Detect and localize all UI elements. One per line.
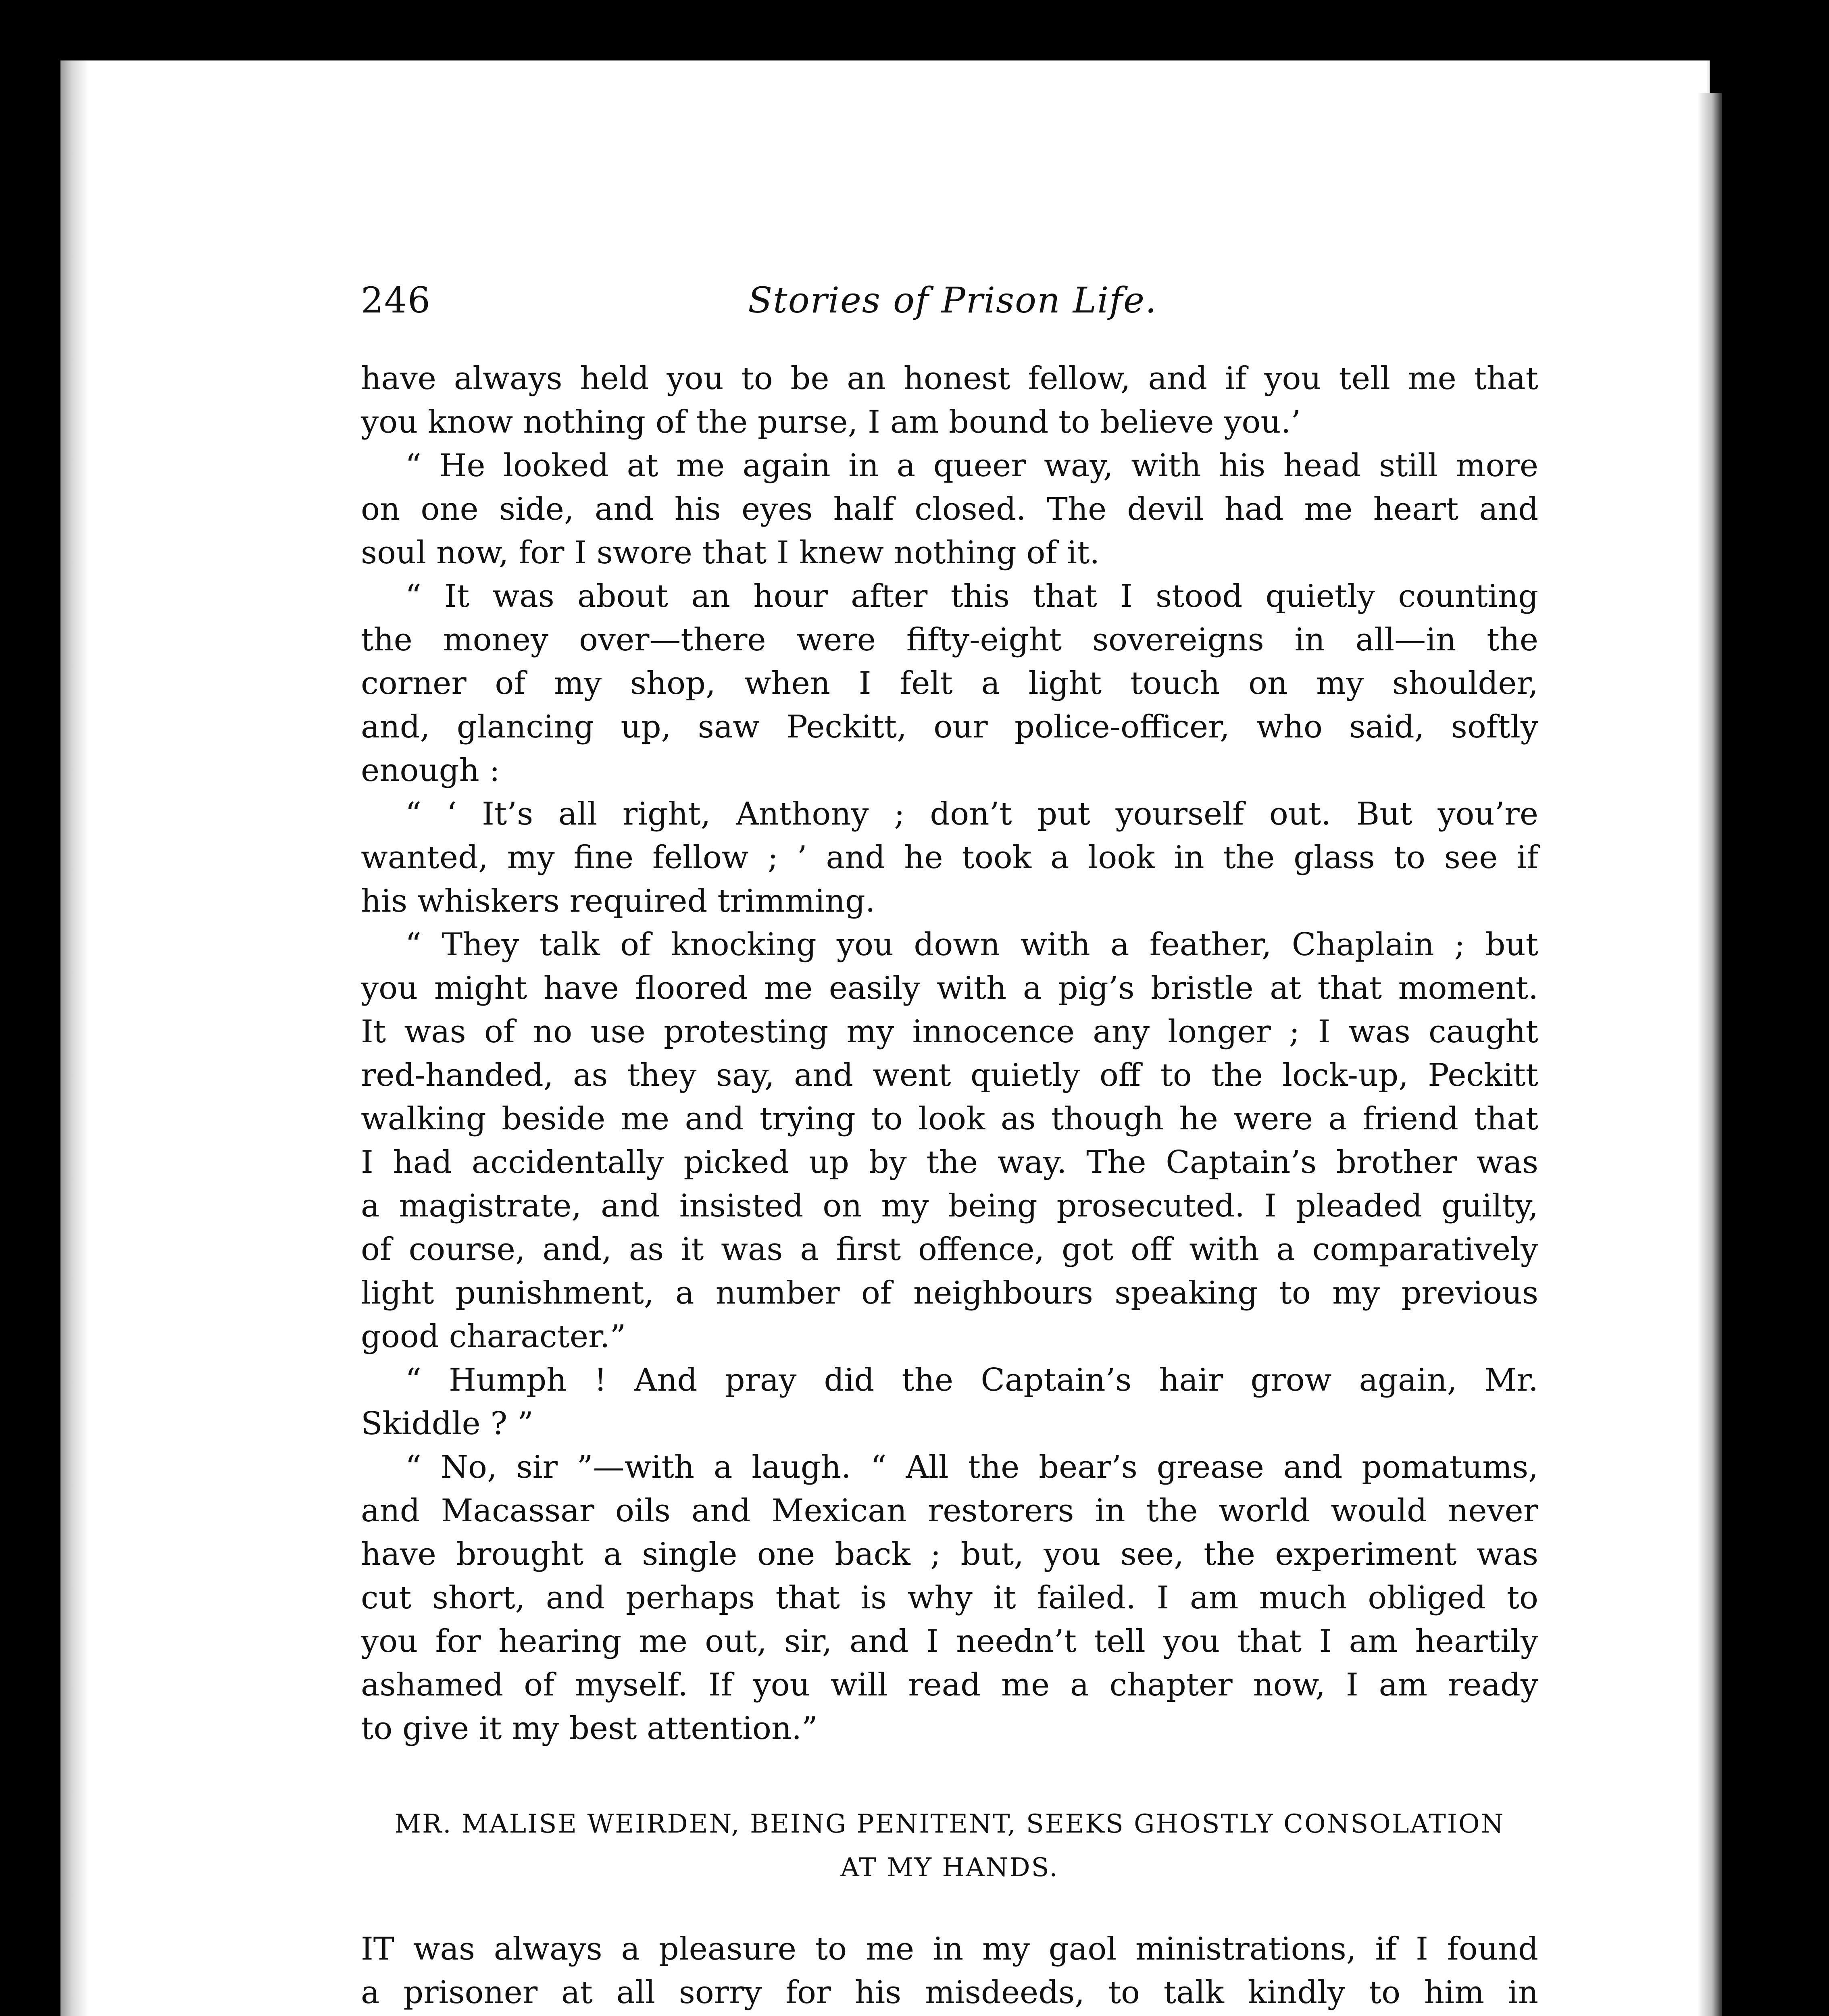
text-line: “ They talk of knocking you down with a feather, Chaplain ; but: [405, 927, 1538, 963]
running-title: Stories of Prison Life.: [748, 279, 1157, 321]
text-line: to give it my best attention.”: [361, 1710, 818, 1747]
text-line: have always held you to be an honest fellow, and if you tell me that: [361, 360, 1538, 397]
text-line: walking beside me and trying to look as though he were a friend that: [361, 1101, 1538, 1137]
page-right-edge-shadow: [1698, 93, 1722, 2016]
text-line: [361, 2014, 1538, 2016]
text-line: I had accidentally picked up by the way. The Captain’s brother was: [361, 1144, 1538, 1181]
text-line: and Macassar oils and Mexican restorers in the world would never: [361, 1493, 1538, 1529]
text-line: corner of my shop, when I felt a light touch on my shoulder,: [361, 665, 1538, 702]
text-line: you for hearing me out, sir, and I needn’t tell you that I am heartily: [361, 1623, 1538, 1660]
text-line: of course, and, as it was a first offence, got off with a comparatively: [361, 1231, 1538, 1268]
text-line: a magistrate, and insisted on my being prosecuted. I pleaded guilty,: [361, 1188, 1538, 1224]
text-line: on one side, and his eyes half closed. The devil had me heart and: [361, 491, 1538, 527]
text-line: “ ‘ It’s all right, Anthony ; don’t put yourself out. But you’re: [405, 796, 1538, 832]
text-line: ashamed of myself. If you will read me a chapter now, I am ready: [361, 1667, 1538, 1703]
text-line: “ He looked at me again in a queer way, with his head still more: [405, 448, 1538, 484]
text-line: you know nothing of the purse, I am bound to believe you.’: [361, 404, 1301, 440]
text-line: light punishment, a number of neighbours speaking to my previous: [361, 1275, 1538, 1311]
page-number: 246: [361, 279, 431, 321]
text-line: It was of no use protesting my innocence any longer ; I was caught: [361, 1014, 1538, 1050]
text-line: enough :: [361, 752, 500, 789]
text-line: “ No, sir ”—with a laugh. “ All the bear’s grease and pomatums,: [405, 1449, 1538, 1485]
text-line: cut short, and perhaps that is why it failed. I am much obliged to: [361, 1580, 1538, 1616]
text-line: his whiskers required trimming.: [361, 883, 875, 919]
section-heading-line: MR. MALISE WEIRDEN, BEING PENITENT, SEEKS GHOSTLY CONSOLATION: [394, 1809, 1505, 1839]
text-line: and, glancing up, saw Peckitt, our police-officer, who said, softly: [361, 709, 1538, 745]
running-head: [361, 278, 1538, 323]
text-line: Skiddle ? ”: [361, 1406, 533, 1442]
text-line: the money over—there were fifty-eight sovereigns in all—in the: [361, 622, 1538, 658]
text-line: you might have floored me easily with a pig’s bristle at that moment.: [361, 970, 1538, 1006]
text-line: good character.”: [361, 1318, 626, 1355]
body-text-block: [361, 357, 1538, 1750]
text-line: “ Humph ! And pray did the Captain’s hair grow again, Mr.: [405, 1362, 1538, 1398]
text-line: a prisoner at all sorry for his misdeeds, to talk kindly to him in: [361, 1974, 1538, 2011]
text-line: wanted, my fine fellow ; ’ and he took a look in the glass to see if: [361, 839, 1538, 876]
section-body-text-block: [361, 1927, 1538, 2016]
text-line: red-handed, as they say, and went quietly off to the lock-up, Peckitt: [361, 1057, 1538, 1093]
text-line: IT was always a pleasure to me in my gaol ministrations, if I found: [361, 1931, 1538, 1967]
section-heading-line: AT MY HANDS.: [840, 1853, 1059, 1883]
text-line: soul now, for I swore that I knew nothing of it.: [361, 535, 1100, 571]
text-line: have brought a single one back ; but, you see, the experiment was: [361, 1536, 1538, 1572]
page-binding-edge: [60, 60, 89, 2016]
text-line: “ It was about an hour after this that I stood quietly counting: [405, 578, 1538, 614]
section-heading: [361, 1802, 1538, 1889]
